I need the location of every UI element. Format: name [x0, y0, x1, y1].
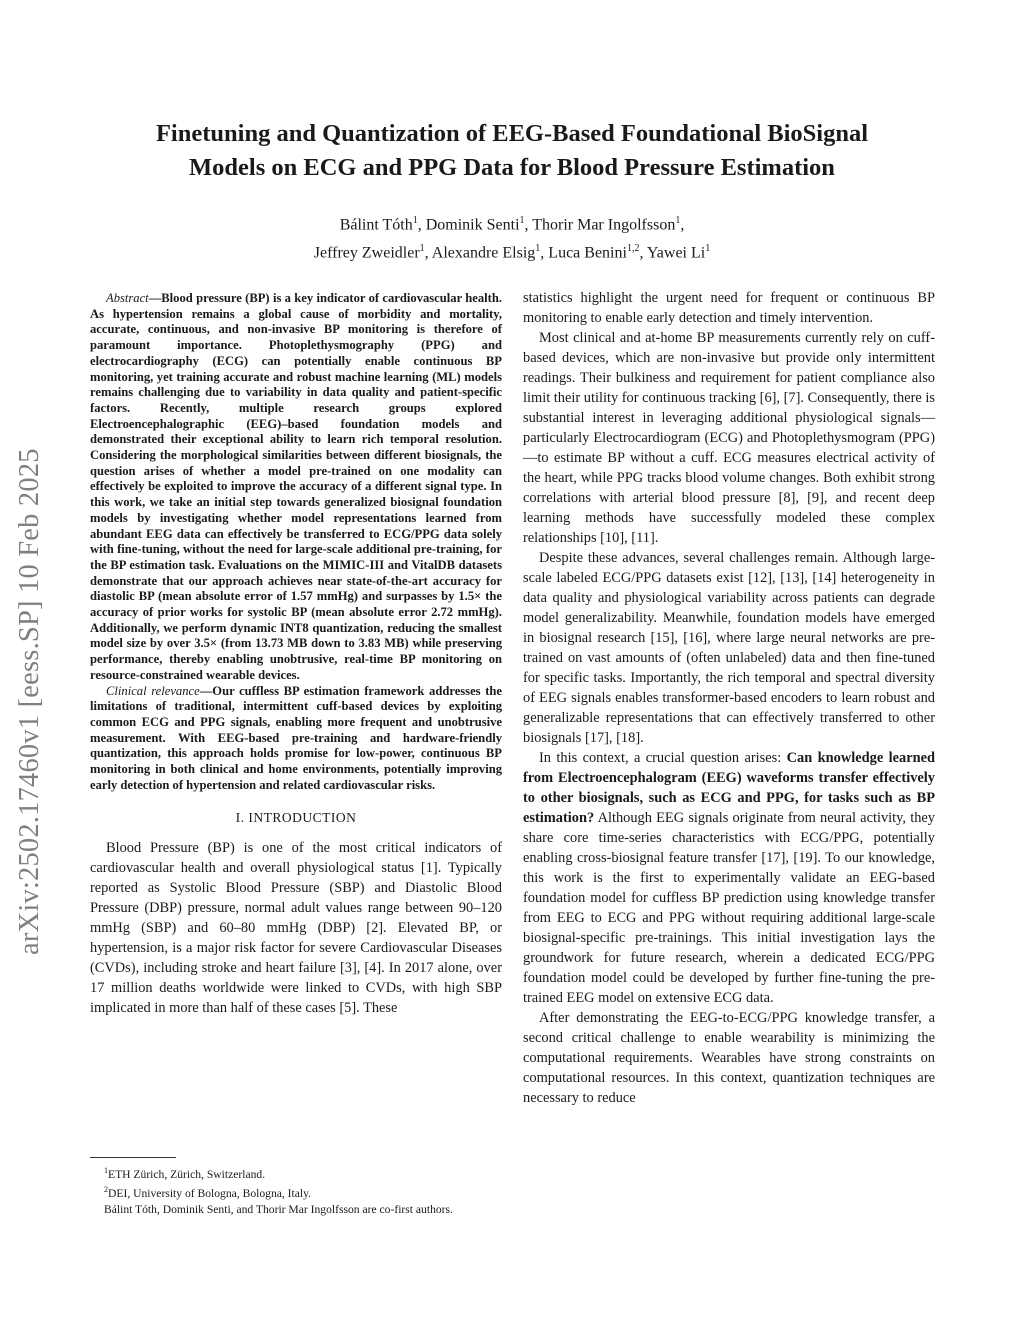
body-paragraph: Despite these advances, several challenges remain. Although large-scale labeled ECG/PPG datasets exist [12], [13], [14] heterogeneity in data quality and physiological variability across patients can degrade model generalizability. Meanwhile, foundation models have emerged in biosignal research [15], [16], where large neural networks are pre-trained on vast amounts of (often unlabeled) data and then fine-tuned for specific tasks. Importantly, the rich temporal and spectral diversity of EEG signals enables transformer-based encoders to learn robust and generalizable representations that can effectively transferred to other biosignals [17], [18].: [523, 550, 935, 746]
footnote-divider: [90, 1157, 176, 1158]
arxiv-identifier-stamp: arXiv:2502.17460v1 [eess.SP] 10 Feb 2025: [14, 448, 45, 955]
footnote-1: [90, 1163, 502, 1182]
author-line-1: [150, 209, 874, 237]
research-question: Can knowledge learned from Electroencephalogram (EEG) waveforms transfer effectively to other biosignals, such as ECG and PPG, for tasks such as BP estimation?: [523, 750, 935, 826]
author-name: , Yawei Li: [639, 244, 706, 262]
continued-paragraph: statistics highlight the urgent need for frequent or continuous BP monitoring to enable early detection and timely intervention.: [523, 290, 935, 326]
affiliation-mark: 1: [519, 215, 525, 226]
affiliation-mark: 1: [675, 215, 681, 226]
body-paragraph: After demonstrating the EEG-to-ECG/PPG knowledge transfer, a second critical challenge to enable wearability is minimizing the computational requirements. Wearables have strong constraints on computational resources. In this context, quantization techniques are necessary to reduce: [523, 1010, 935, 1106]
author-line-2: [150, 237, 874, 265]
right-column: [523, 288, 935, 1108]
author-name: , Alexandre Elsig: [424, 244, 536, 262]
introduction-paragraph: Blood Pressure (BP) is one of the most critical indicators of cardiovascular health and overall physiological status [1]. Typically reported as Systolic Blood Pressure (SBP) and Diastolic Blood Pressure (DBP) pressure, normal adult values range between 90–120 mmHg (SBP) and 60–80 mmHg (DBP) [2]. Elevated BP, or hypertension, is a major risk factor for severe Cardiovascular Diseases (CVDs), including stroke and heart failure [3], [4]. In 2017 alone, over 17 million deaths worldwide were linked to CVDs, with high SBP implicated in more than half of these cases [5]. These: [90, 839, 502, 1016]
affiliation-mark: 1: [705, 243, 711, 255]
clinical-relevance-paragraph: [90, 684, 502, 794]
affiliation-mark: 1: [412, 215, 418, 226]
author-list: [150, 209, 874, 266]
clinical-relevance-text: —Our cuffless BP estimation framework addresses the limitations of traditional, intermittent cuff-based devices by exploiting common ECG and PPG signals, enabling more frequent and unobtrusive measurement. With EEG-based pre-training and hardware-friendly quantization, this approach holds promise for low-power, continuous BP monitoring in both clinical and home environments, potentially improving early detection of hypertension and related cardiovascular risks.: [90, 683, 502, 792]
introduction-body: [90, 838, 502, 1018]
paper-title: [90, 117, 934, 185]
author-name: Bálint Tóth: [339, 216, 413, 234]
affiliation-mark: 1,2: [626, 243, 640, 255]
body-text: Although EEG signals originate from neural activity, they share core time-series characteristics with ECG/PPG, potentially enabling cross-biosignal feature transfer [17], [19]. To our knowledge, this work is the first to experimentally validate an EEG-based foundation model for cuffless BP prediction using knowledge transfer from EEG to ECG and PPG without requiring additional large-scale biosignal-specific pre-trainings. This initial investigation lays the groundwork for future research, wherein a dedicated ECG/PPG foundation model could be developed by further fine-tuning the pre-trained EEG model on extensive ECG data.: [523, 810, 935, 1006]
author-name: , Thorir Mar Ingolfsson: [524, 216, 676, 234]
affiliation-mark: 1: [419, 243, 425, 255]
author-name: , Dominik Senti: [417, 216, 520, 234]
body-paragraph: [523, 748, 935, 1008]
abstract-text: —Blood pressure (BP) is a key indicator of cardiovascular health. As hypertension remains a global cause of morbidity and mortality, accurate, continuous, and non-invasive BP monitoring is therefore of paramount importance. Photoplethysmography (PPG) and electrocardiography (ECG) can potentially enable continuous BP monitoring, yet training accurate and robust machine learning (ML) models remains challenging due to variability in data quality and patient-specific factors. Recently, multiple research groups explored Electroencephalographic (EEG)–based foundation models and demonstrated their exceptional ability to learn rich temporal resolution. Considering the morphological similarities between different biosignals, the question arises of whether a model pre-trained on one modality can effectively be exploited to improve the accuracy of a different signal type. In this work, we take an initial step towards generalized biosignal foundation models by investigating whether model representations learned from abundant EEG data can effectively be transferred to ECG/PPG data solely with fine-tuning, without the need for large-scale additional pre-training, for the BP estimation task. Evaluations on the MIMIC-III and VitalDB datasets demonstrate that our approach achieves near state-of-the-art accuracy for diastolic BP (mean absolute error of 1.57 mmHg) and surpasses by 1.5× the accuracy of prior works for systolic BP (mean absolute error 2.72 mmHg). Additionally, we perform dynamic INT8 quantization, reducing the smallest model size by over 3.5× (from 13.73 MB down to 3.83 MB) while preserving performance, thereby enabling unobtrusive, real-time BP monitoring on resource-constrained wearable devices.: [90, 291, 502, 682]
footnote-mark: 2: [104, 1185, 108, 1195]
footnote-3: Bálint Tóth, Dominik Senti, and Thorir Mar Ingolfsson are co-first authors.: [104, 1202, 453, 1216]
footnote-2: [90, 1182, 502, 1201]
footnotes: [90, 1163, 502, 1217]
affiliation-mark: 1: [535, 243, 541, 255]
abstract-label: Abstract: [106, 291, 149, 305]
author-separator: ,: [680, 216, 685, 234]
footnote-text: DEI, University of Bologna, Bologna, Italy.: [108, 1187, 312, 1201]
footnote-mark: 1: [104, 1166, 108, 1175]
left-column: [90, 291, 502, 1018]
body-paragraph: Most clinical and at-home BP measurements currently rely on cuff-based devices, which are non-invasive but provide only intermittent readings. Their bulkiness and requirement for patient compliance also limit their utility for continuous tracking [6], [7]. Consequently, there is substantial interest in leveraging additional physiological signals—particularly Electrocardiogram (ECG) and Photoplethysmogram (PPG)—to estimate BP without a cuff. ECG measures electrical activity of the heart, while PPG tracks blood volume changes. Both exhibit strong correlations with arterial blood pressure [8], [9], and recent deep learning methods have successfully modeled these complex relationships [10], [11].: [523, 330, 935, 546]
author-name: , Luca Benini: [540, 244, 627, 262]
abstract: [90, 291, 502, 794]
author-name: Jeffrey Zweidler: [313, 244, 420, 262]
clinical-relevance-label: Clinical relevance: [106, 683, 200, 698]
footnote-text: ETH Zürich, Zürich, Switzerland.: [108, 1167, 266, 1181]
title-line-1: Finetuning and Quantization of EEG-Based Foundational BioSignal: [155, 120, 869, 147]
title-line-2: Models on ECG and PPG Data for Blood Pressure Estimation: [189, 154, 835, 181]
body-text: In this context, a crucial question arises:: [539, 750, 787, 766]
section-heading-introduction: I. INTRODUCTION: [235, 809, 357, 825]
abstract-paragraph: [90, 291, 502, 684]
